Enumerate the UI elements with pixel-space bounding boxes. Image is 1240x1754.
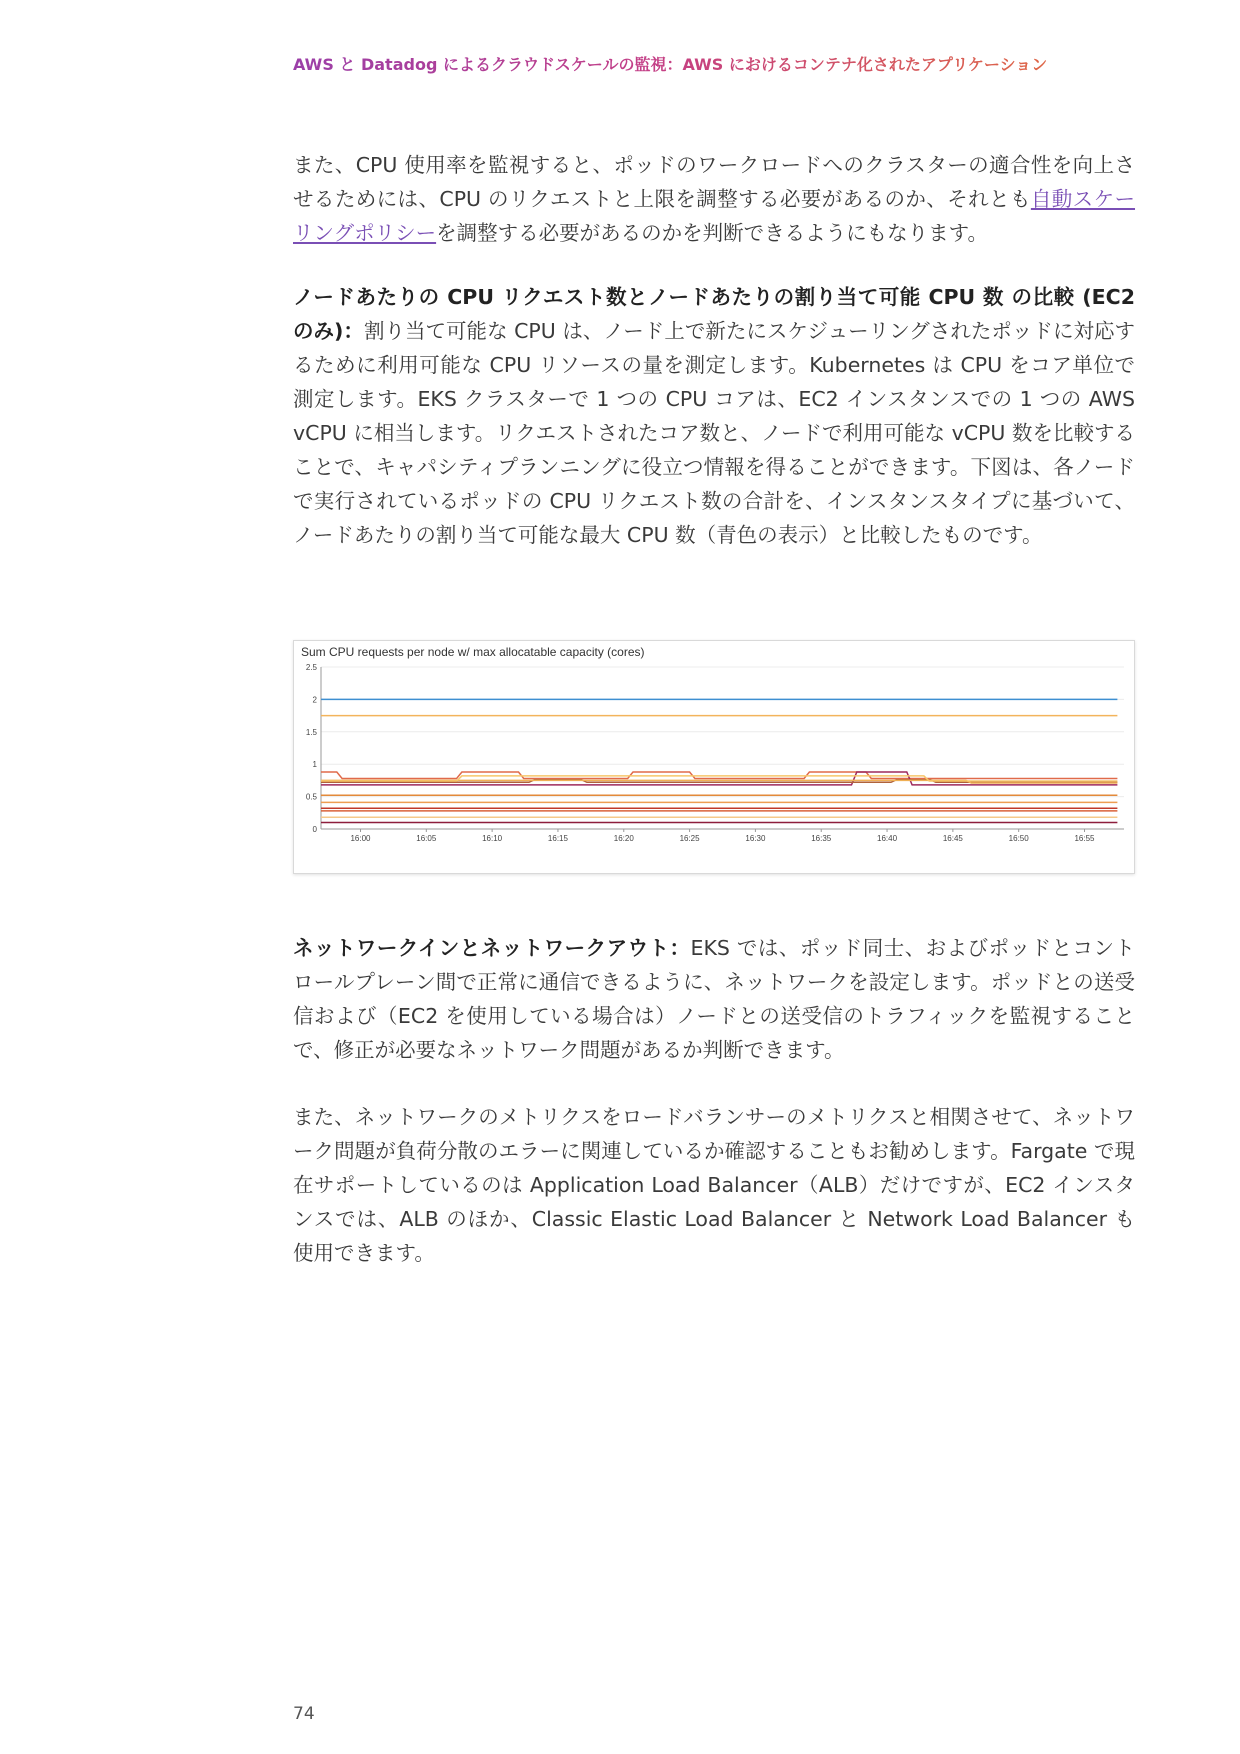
x-tick-label: 16:05 [416,834,437,843]
paragraph-text: また、CPU 使用率を監視すると、ポッドのワークロードへのクラスターの適合性を向上させるためには、CPU のリクエストと上限を調整する必要があるのか、それとも [293,153,1135,211]
x-tick-label: 16:20 [613,834,634,843]
paragraph-text: 割り当て可能な CPU は、ノード上で新たにスケジューリングされたポッドに対応するために利用可能な CPU リソースの量を測定します。Kubernetes は CPU をコア単位で測定します。EKS クラスターで 1 つの CPU コアは、EC2 インスタンスでの 1 つの AWS vCPU に相当します。リクエストされたコア数と、ノードで利用可能な vCPU 数を比較することで、キャパシティプランニングに役立つ情報を得ることができます。下図は、各ノードで実行されているポッドの CPU リクエスト数の合計を、インスタンスタイプに基づいて、ノードあたりの割り当て可能な最大 CPU 数（青色の表示）と比較したものです。 [293,319,1135,547]
chart-title: Sum CPU requests per node w/ max allocatable capacity (cores) [301,645,645,659]
x-tick-label: 16:50 [1008,834,1029,843]
x-tick-label: 16:00 [350,834,371,843]
page-number: 74 [293,1704,315,1724]
x-tick-label: 16:30 [745,834,766,843]
paragraph-text: また、ネットワークのメトリクスをロードバランサーのメトリクスと相関させて、ネットワーク問題が負荷分散のエラーに関連しているか確認することもお勧めします。Fargate で現在サポートしているのは Application Load Balancer（ALB）だけですが、EC2 インスタンスでは、ALB のほか、Classic Elastic Load Balancer と Network Load Balancer も使用できます。 [293,1105,1135,1265]
section-heading: ネットワークインとネットワークアウト： [293,936,691,960]
paragraph-network [293,931,1135,1067]
x-tick-label: 16:45 [942,834,963,843]
paragraph-text: EKS では、ポッド同士、およびポッドとコントロールプレーン間で正常に通信できるように、ネットワークを設定します。ポッドとの送受信および（EC2 を使用している場合は）ノードとの送受信のトラフィックを監視することで、修正が必要なネットワーク問題があるか判断できます。 [293,936,1135,1062]
section-heading: ノードあたりの CPU リクエスト数とノードあたりの割り当て可能 CPU 数 の比較 (EC2 のみ)： [293,285,1135,343]
y-tick-label: 1.5 [305,727,317,737]
y-tick-label: 2 [312,695,317,705]
chart-canvas [294,641,1134,873]
y-tick-label: 0 [312,825,317,834]
x-tick-label: 16:55 [1074,834,1095,843]
x-tick-label: 16:35 [811,834,832,843]
paragraph-cpu-requests [293,280,1135,552]
paragraph-text: を調整する必要があるのかを判断できるようにもなります。 [436,221,988,245]
autoscaling-policy-link[interactable]: 自動スケーリングポリシー [293,187,1136,245]
x-tick-label: 16:15 [547,834,568,843]
x-tick-label: 16:40 [877,834,898,843]
paragraph-cpu-usage [293,148,1135,250]
y-tick-label: 2.5 [305,663,317,672]
paragraph-load-balancer [293,1100,1135,1270]
x-tick-label: 16:25 [679,834,700,843]
y-tick-label: 1 [312,760,317,770]
running-header: AWS と Datadog によるクラウドスケールの監視：AWS におけるコンテナ化されたアプリケーション [293,52,1193,75]
cpu-requests-chart [293,640,1135,874]
x-tick-label: 16:10 [482,834,503,843]
y-tick-label: 0.5 [305,792,317,802]
